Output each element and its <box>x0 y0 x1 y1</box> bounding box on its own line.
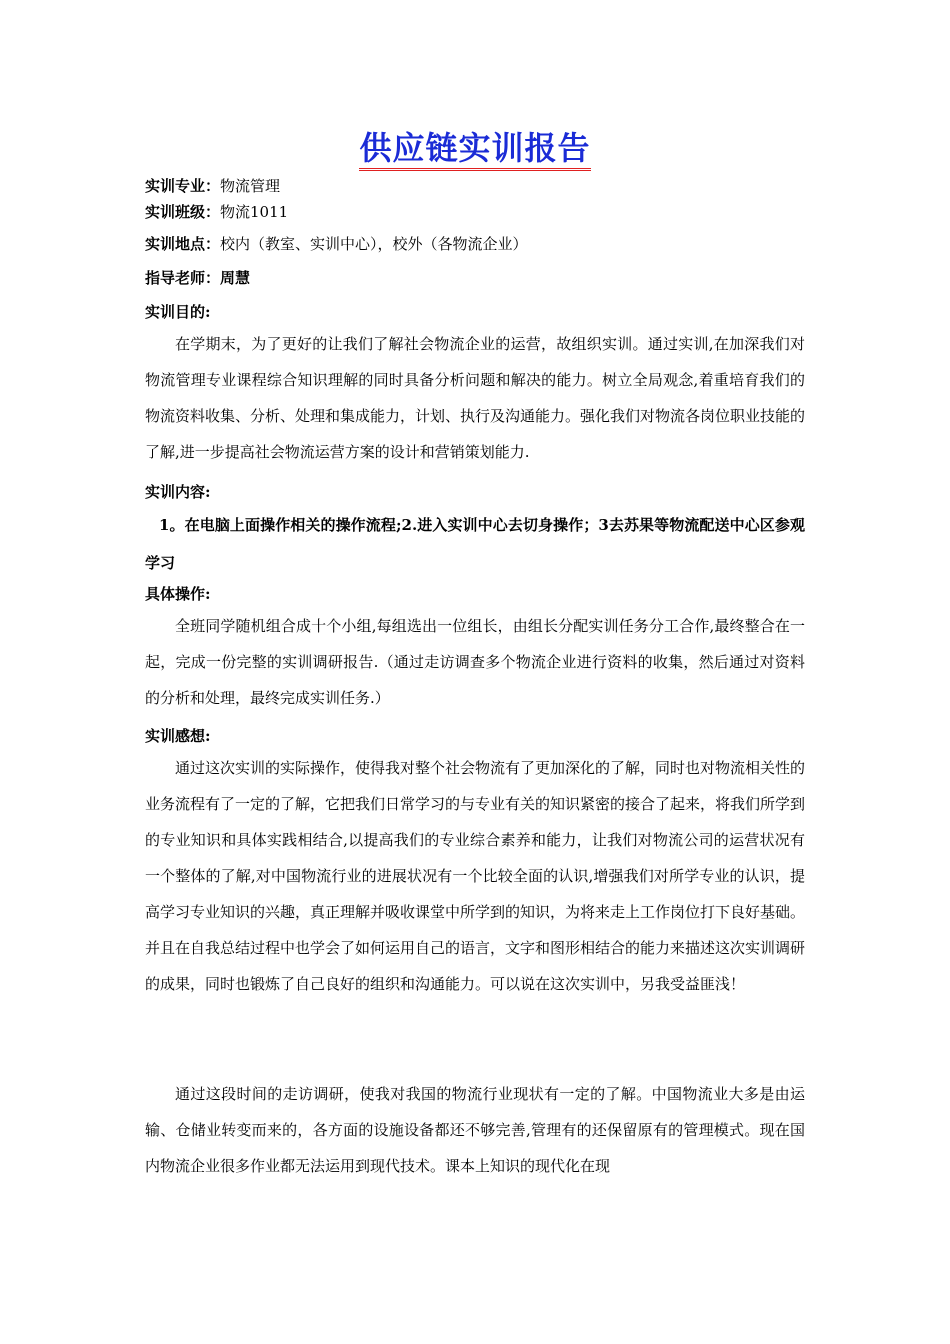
field-location-label: 实训地点： <box>145 235 221 253</box>
reflection-heading: 实训感想: <box>145 727 211 745</box>
field-location-value: 校内（教室、实训中心），校外（各物流企业） <box>220 235 528 253</box>
field-teacher-label: 指导老师： <box>145 269 221 287</box>
purpose-paragraph: 在学期末，为了更好的让我们了解社会物流企业的运营，故组织实训。通过实训,在加深我们对物流管理专业课程综合知识理解的同时具备分析问题和解决的能力。树立全局观念,着重培育我们的物流资料收集、分析、处理和集成能力，计划、执行及沟通能力。强化我们对物流各岗位职业技能的了解,进一步提高社会物流运营方案的设计和营销策划能力. <box>145 335 806 461</box>
survey-paragraph: 通过这段时间的走访调研，使我对我国的物流行业现状有一定的了解。中国物流业大多是由运输、仓储业转变而来的，各方面的设施设备都还不够完善,管理有的还保留原有的管理模式。现在国内物流企业很多作业都无法运用到现代技术。课本上知识的现代化在现 <box>145 1085 805 1175</box>
title-text: 供应链实训报告 <box>359 128 590 171</box>
operation-heading: 具体操作: <box>145 585 211 603</box>
reflection-paragraph: 通过这次实训的实际操作，使得我对整个社会物流有了更加深化的了解，同时也对物流相关性的业务流程有了一定的了解，它把我们日常学习的与专业有关的知识紧密的接合了起来，将我们所学到的专业知识和具体实践相结合,以提高我们的专业综合素养和能力，让我们对物流公司的运营状况有一个整体的了解,对中国物流行业的进展状况有一个比较全面的认识,增强我们对所学专业的认识，提高学习专业知识的兴趣，真正理解并吸收课堂中所学到的知识，为将来走上工作岗位打下良好基础。并且在自我总结过程中也学会了如何运用自己的语言，文字和图形相结合的能力来描述这次实训调研的成果，同时也锻炼了自己良好的组织和沟通能力。可以说在这次实训中，另我受益匪浅！ <box>145 759 806 993</box>
field-teacher-value: 周慧 <box>220 269 251 287</box>
field-class-value: 物流1011 <box>220 203 289 221</box>
content-paragraph: 1。在电脑上面操作相关的操作流程;2.进入实训中心去切身操作；3去苏果等物流配送中心区参观学习 <box>145 516 805 572</box>
operation-paragraph: 全班同学随机组合成十个小组,每组选出一位组长，由组长分配实训任务分工合作,最终整合在一起，完成一份完整的实训调研报告.（通过走访调查多个物流企业进行资料的收集，然后通过对资料的分析和处理，最终完成实训任务.） <box>145 617 805 707</box>
field-major <box>145 176 280 196</box>
field-class <box>145 202 288 222</box>
document-title <box>145 126 805 171</box>
field-location <box>145 234 528 254</box>
field-class-label: 实训班级： <box>145 203 221 221</box>
field-major-value: 物流管理 <box>220 177 281 195</box>
purpose-heading: 实训目的: <box>145 303 211 321</box>
field-major-label: 实训专业： <box>145 177 221 195</box>
field-teacher <box>145 268 250 288</box>
content-heading: 实训内容: <box>145 483 211 501</box>
